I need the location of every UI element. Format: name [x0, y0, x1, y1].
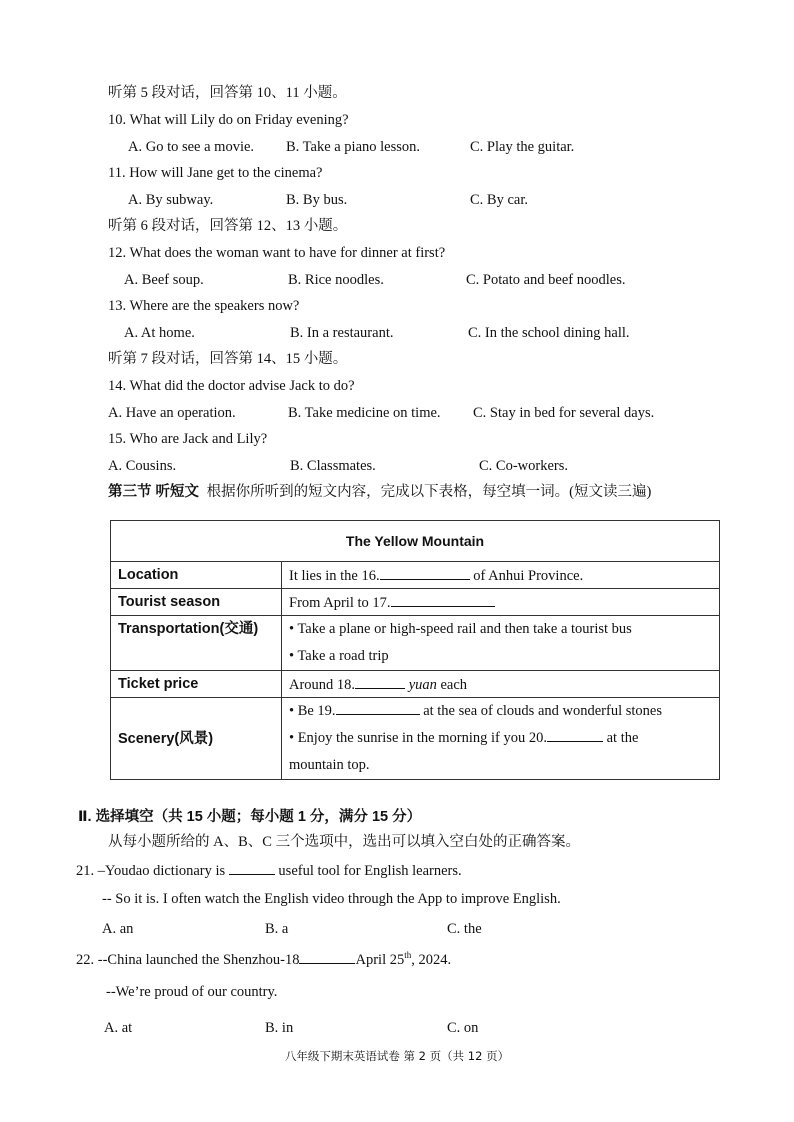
q12-option-b: B. Rice noodles.: [288, 272, 384, 288]
blank-17: [391, 593, 495, 607]
q22-option-c: C. on: [447, 1020, 479, 1036]
q21-line-1: [76, 861, 462, 880]
location-label: Location: [111, 562, 282, 589]
q10-option-b: B. Take a piano lesson.: [286, 139, 421, 155]
transport-option-1: • Take a plane or high-speed rail and then take a tourist bus: [289, 621, 632, 637]
scenery-line-1: [289, 698, 712, 725]
q22-line-1: [76, 946, 451, 969]
blank-19: [336, 701, 420, 715]
q13-option-c: C. In the school dining hall.: [468, 325, 630, 341]
q11-stem: 11. How will Jane get to the cinema?: [108, 165, 323, 181]
q10-stem: 10. What will Lily do on Friday evening?: [108, 112, 349, 128]
q12-option-c: C. Potato and beef noodles.: [466, 272, 626, 288]
q21-blank: [229, 861, 275, 875]
tourist-season-cell: [282, 589, 720, 616]
scenery-2-text-end: at the: [603, 730, 639, 746]
scenery-label: Scenery(风景): [111, 698, 282, 780]
q14-option-b: B. Take medicine on time.: [288, 405, 441, 421]
part5-intro: 听第 5 段对话，回答第 10、11 小题。: [108, 85, 347, 101]
q22-blank: [299, 950, 355, 964]
q22-date: April 25: [355, 951, 405, 968]
section3-heading: [108, 483, 651, 501]
q13-option-b: B. In a restaurant.: [290, 325, 394, 341]
blank-18: [355, 675, 405, 689]
scenery-1-text-end: at the sea of clouds and wonderful stones: [419, 703, 662, 719]
location-text: It lies in the 16.: [289, 567, 380, 584]
q10-option-a: A. Go to see a movie.: [128, 139, 255, 155]
q15-option-b: B. Classmates.: [290, 458, 376, 474]
location-text-end: of Anhui Province.: [469, 567, 584, 584]
ticket-unit: yuan: [408, 676, 437, 693]
q10-option-c: C. Play the guitar.: [470, 139, 575, 155]
q15-stem: 15. Who are Jack and Lily?: [108, 431, 268, 447]
part2-heading: Ⅱ. 选择填空（共 15 小题；每小题 1 分，满分 15 分）: [78, 809, 422, 825]
q22-text: 22. --China launched the Shenzhou-18: [76, 951, 300, 968]
page-footer: 八年级下期末英语试卷 第 2 页（共 12 页）: [284, 1049, 510, 1063]
section3-instruction: 根据你所听到的短文内容，完成以下表格，每空填一词。(短文读三遍): [206, 484, 652, 500]
q21-line-2: -- So it is. I often watch the English video through the App to improve English.: [102, 891, 561, 907]
q22-option-b: B. in: [265, 1020, 294, 1036]
q22-option-a: A. at: [104, 1020, 133, 1036]
yellow-mountain-table: [110, 520, 720, 780]
season-text: From April to 17.: [289, 594, 391, 611]
q13-option-a: A. At home.: [124, 325, 195, 341]
q15-option-a: A. Cousins.: [108, 458, 177, 474]
transport-option-2: • Take a road trip: [289, 648, 389, 664]
q22-line-2: --We’re proud of our country.: [106, 984, 278, 1000]
location-cell: [282, 562, 720, 589]
q12-stem: 12. What does the woman want to have for dinner at first?: [108, 245, 446, 261]
q22-text-end: , 2024.: [411, 951, 452, 968]
scenery-1-text: • Be 19.: [289, 703, 336, 719]
q12-option-a: A. Beef soup.: [124, 272, 204, 288]
q15-option-c: C. Co-workers.: [479, 458, 569, 474]
q21-text-end: useful tool for English learners.: [274, 863, 462, 879]
q13-stem: 13. Where are the speakers now?: [108, 298, 300, 314]
q14-option-c: C. Stay in bed for several days.: [473, 405, 655, 421]
transportation-label: Transportation(交通): [111, 616, 282, 671]
scenery-line-3: mountain top.: [289, 757, 370, 773]
scenery-cell: [282, 698, 720, 780]
q22-date-suffix: th: [404, 950, 412, 960]
q21-option-a: A. an: [102, 921, 134, 937]
q21-option-b: B. a: [265, 921, 289, 937]
section3-title: 第三节 听短文: [108, 484, 200, 500]
scenery-2-text: • Enjoy the sunrise in the morning if you 20.: [289, 730, 547, 746]
blank-16: [380, 566, 470, 580]
q21-option-c: C. the: [447, 921, 482, 937]
ticket-price-label: Ticket price: [111, 671, 282, 698]
q21-text: 21. –Youdao dictionary is: [76, 863, 229, 879]
ticket-text-end: each: [436, 676, 468, 693]
transportation-cell: [282, 616, 720, 671]
q11-option-c: C. By car.: [470, 192, 528, 208]
q11-option-a: A. By subway.: [128, 192, 214, 208]
q11-option-b: B. By bus.: [286, 192, 348, 208]
table-title: The Yellow Mountain: [111, 521, 720, 562]
scenery-line-2: [289, 725, 712, 752]
blank-20: [547, 728, 603, 742]
tourist-season-label: Tourist season: [111, 589, 282, 616]
q14-option-a: A. Have an operation.: [108, 405, 236, 421]
ticket-price-cell: [282, 671, 720, 698]
part2-instruction: 从每小题所给的 A、B、C 三个选项中，选出可以填入空白处的正确答案。: [108, 834, 581, 850]
ticket-text: Around 18.: [289, 676, 356, 693]
part7-intro: 听第 7 段对话，回答第 14、15 小题。: [108, 351, 348, 367]
part6-intro: 听第 6 段对话，回答第 12、13 小题。: [108, 218, 348, 234]
q14-stem: 14. What did the doctor advise Jack to do?: [108, 378, 355, 394]
